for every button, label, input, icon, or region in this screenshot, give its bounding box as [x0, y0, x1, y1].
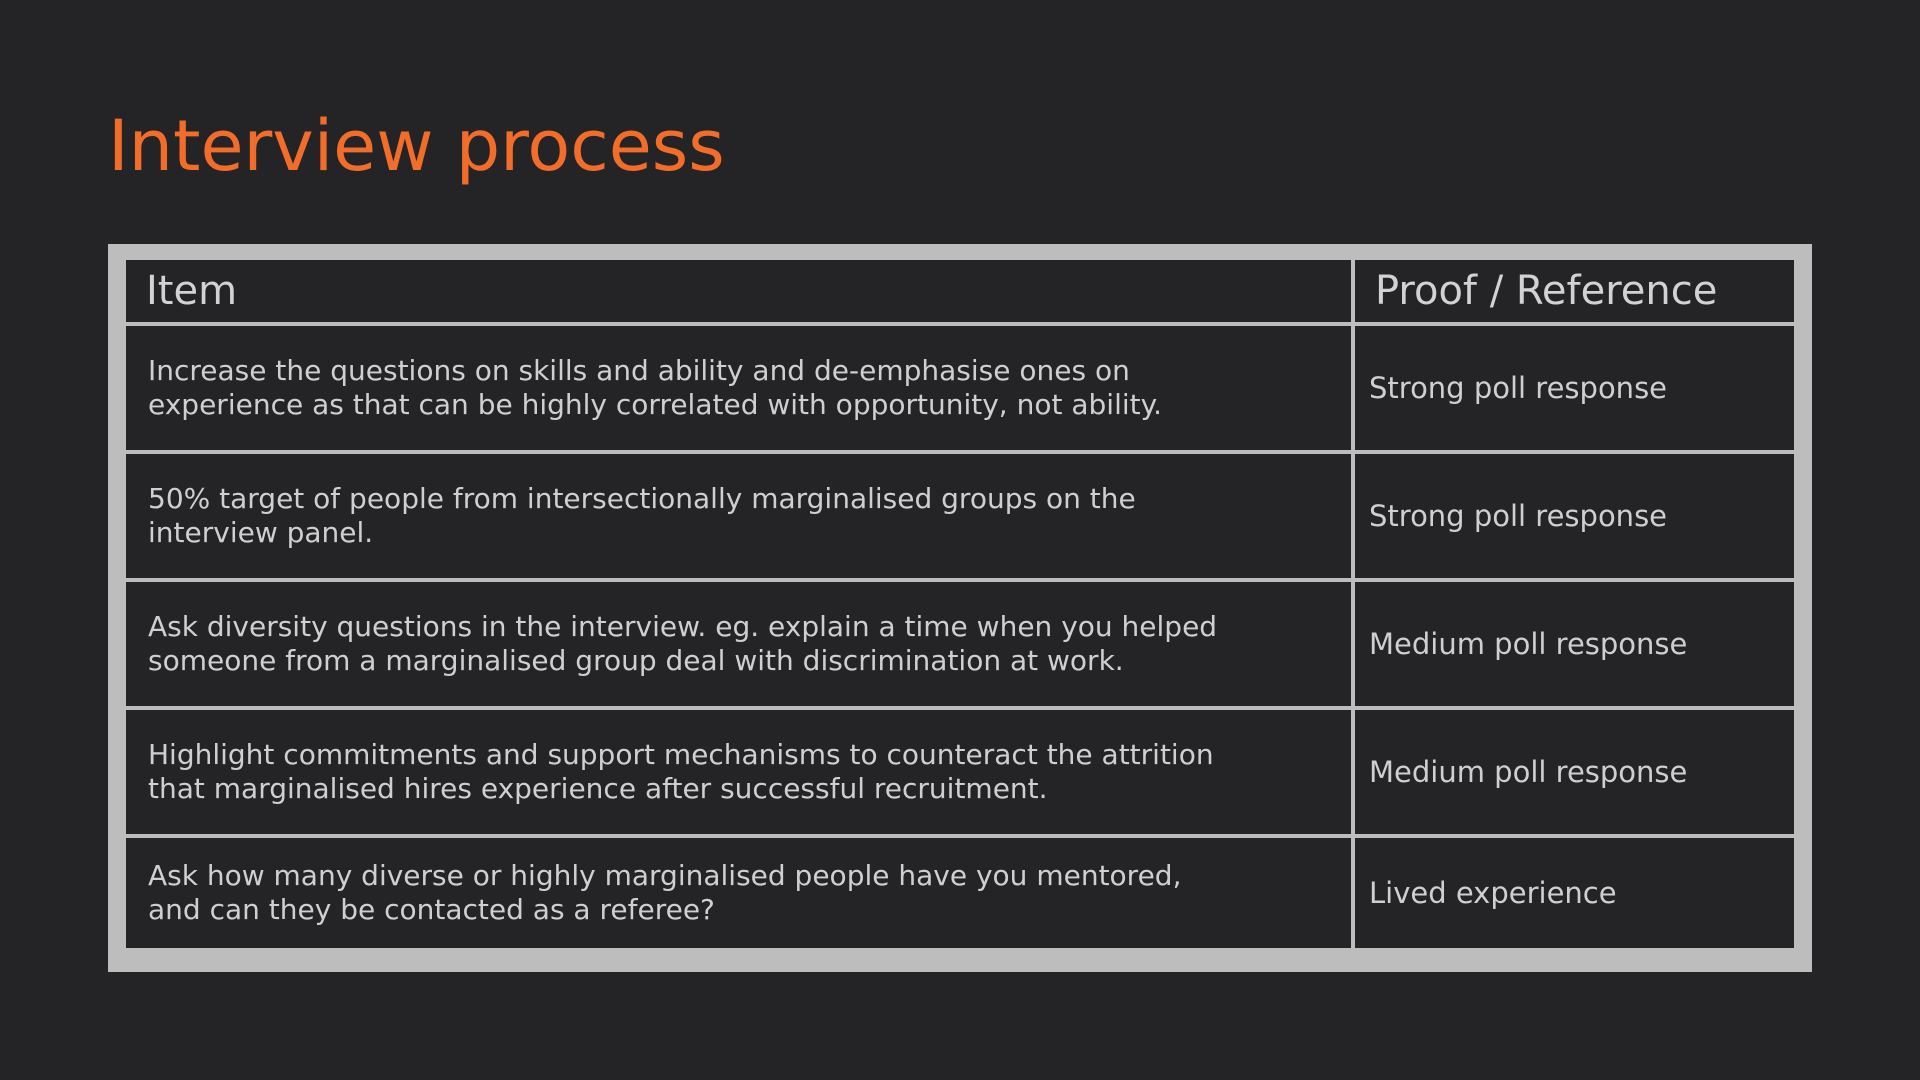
table-cell-item: Ask diversity questions in the interview. eg. explain a time when you helped someone from a marginalised group deal with discrimination at work.	[126, 582, 1351, 706]
page-title: Interview process	[108, 105, 725, 187]
table-cell-item: 50% target of people from intersectionally marginalised groups on the interview panel.	[126, 454, 1351, 578]
table-cell-item: Highlight commitments and support mechanisms to counteract the attrition that marginalised hires experience after successful recruitment.	[126, 710, 1351, 834]
table-cell-item: Increase the questions on skills and ability and de-emphasise ones on experience as that can be highly correlated with opportunity, not ability.	[126, 326, 1351, 450]
column-header-reference: Proof / Reference	[1355, 260, 1794, 322]
table-cell-item: Ask how many diverse or highly marginalised people have you mentored, and can they be contacted as a referee?	[126, 838, 1351, 948]
table-frame	[108, 244, 1812, 972]
table-cell-reference: Strong poll response	[1355, 454, 1794, 578]
table-cell-reference: Medium poll response	[1355, 582, 1794, 706]
table-cell-reference: Lived experience	[1355, 838, 1794, 948]
column-header-item: Item	[126, 260, 1351, 322]
data-table	[126, 260, 1794, 954]
table-cell-reference: Medium poll response	[1355, 710, 1794, 834]
table-cell-reference: Strong poll response	[1355, 326, 1794, 450]
